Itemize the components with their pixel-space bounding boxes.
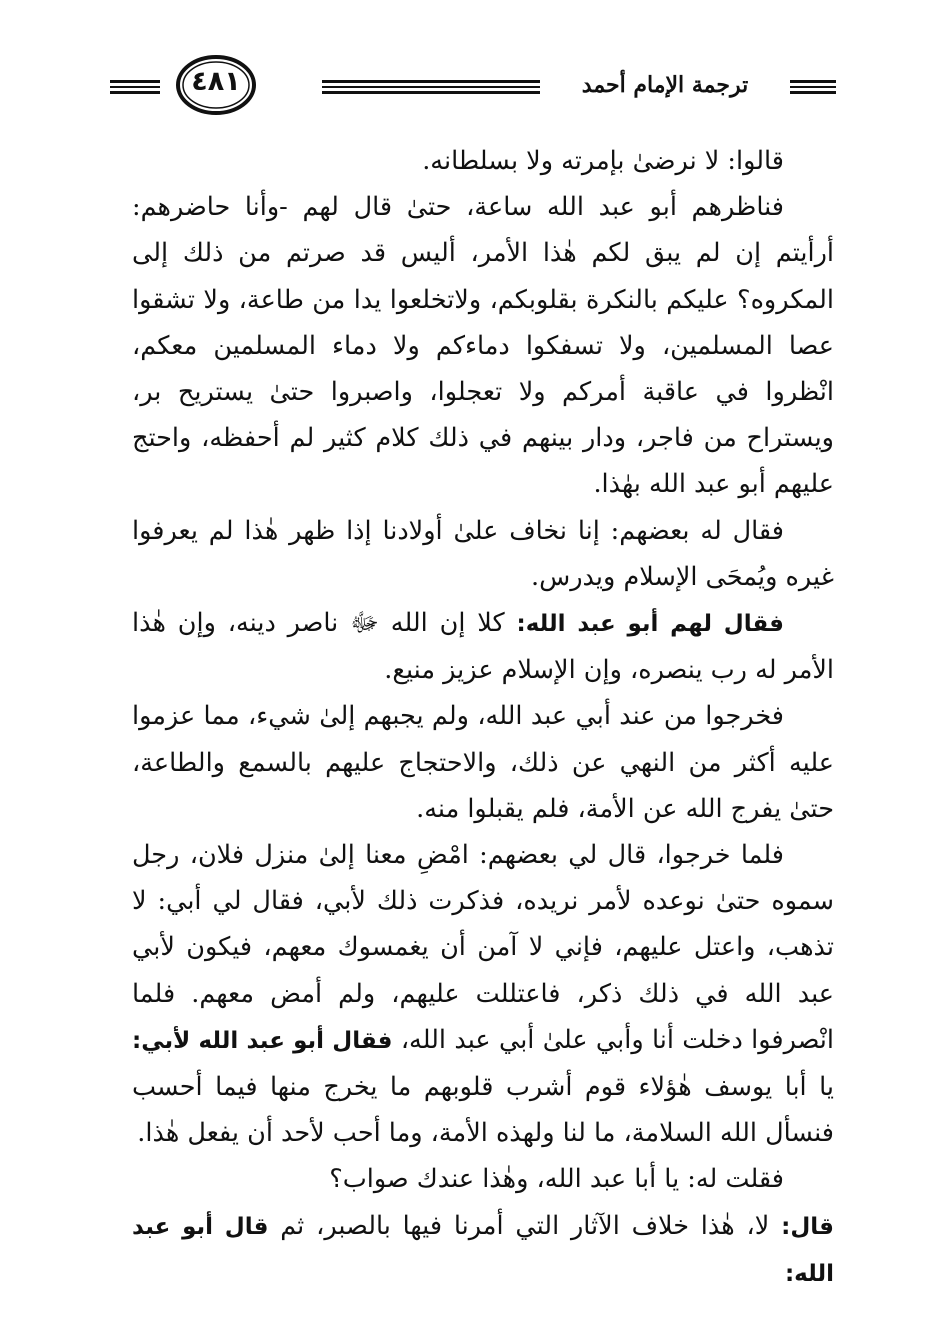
page-number-badge — [154, 54, 334, 116]
paragraph — [132, 832, 834, 1156]
text-segment: يا أبا يوسف هٰؤلاء قوم أشرب قلوبهم ما يخرج منها فيما أحسب فنسأل الله السلامة، ما لنا ولهذه الأمة، وما أحب لأحد أن يفعل هٰذا. — [132, 1072, 834, 1149]
text-segment: فناظرهم أبو عبد الله ساعة، حتىٰ قال لهم -وأنا حاضرهم: أرأيتم إن لم يبق لكم هٰذا الأمر، أليس قد صرتم من ذلك إلى المكروه؟ عليكم بالنكرة بقلوبكم، ولاتخلعوا يدا من طاعة، ولا تشقوا عصا المسلمين، ولا تسفكوا دماءكم ولا دماء المسلمين معكم، انْظروا في عاقبة أمركم ولا تعجلوا، واصبروا حتىٰ يستريح بر، ويستراح من فاجر، ودار بينهم في ذلك كلام كثير لم أحفظه، واحتج عليهم أبو عبد الله بهٰذا. — [132, 192, 834, 500]
bold-speaker-label: فقال أبو عبد الله لأبي: — [132, 1027, 393, 1054]
paragraph — [132, 693, 834, 832]
text-segment: قالوا: لا نرضىٰ بإمرته ولا بسلطانه. — [422, 146, 784, 176]
text-segment: فخرجوا من عند أبي عبد الله، ولم يجبهم إلىٰ شيء، مما عزموا عليه أكثر من النهي عن ذلك، والاحتجاج عليهم بالسمع والطاعة، حتىٰ يفرج الله عن الأمة، فلم يقبلوا منه. — [132, 701, 834, 824]
text-segment: فلما خرجوا، قال لي بعضهم: امْضِ معنا إلىٰ منزل فلان، رجل سموه حتىٰ نوعده لأمر نريده، فذكرت ذلك لأبي، فقال لي أبي: لا تذهب، واعتل عليهم، فإني لا آمن أن يغمسوك معهم، فيكون لأبي عبد الله في ذلك ذكر، فاعتللت عليهم، ولم أمض معهم. فلما انْصرفوا دخلت أنا وأبي علىٰ أبي عبد الله، — [132, 840, 834, 1055]
bold-speaker-label: قال: — [781, 1213, 834, 1240]
page-number: ٤٨١ — [191, 66, 241, 97]
bold-speaker-label: فقال لهم أبو عبد الله: — [516, 611, 784, 638]
text-segment: كلا إن الله ﷻ ناصر دينه، وإن هٰذا الأمر له رب ينصره، وإن الإسلام عزيز منيع. — [132, 608, 834, 686]
paragraph — [132, 600, 834, 693]
text-segment: فقال له بعضهم: إنا نخاف علىٰ أولادنا إذا ظهر هٰذا لم يعرفوا غيره ويُمحَى الإسلام ويدرس. — [132, 515, 834, 592]
paragraph — [132, 1156, 834, 1202]
paragraph — [132, 184, 834, 507]
text-segment: لا، هٰذا خلاف الآثار التي أمرنا فيها بالصبر، ثم — [268, 1210, 782, 1241]
paragraph — [132, 508, 834, 600]
header-rule-left — [110, 80, 160, 94]
running-title: ترجمة الإمام أحمد — [540, 70, 790, 100]
text-segment: فقلت له: يا أبا عبد الله، وهٰذا عندك صواب؟ — [329, 1164, 784, 1195]
paragraph — [132, 138, 834, 184]
paragraph — [132, 1203, 834, 1297]
header-rule-right — [790, 80, 836, 94]
running-header — [110, 52, 836, 122]
bold-speaker-label: قال أبو عبد الله: — [132, 1213, 834, 1287]
main-text — [132, 138, 834, 1297]
